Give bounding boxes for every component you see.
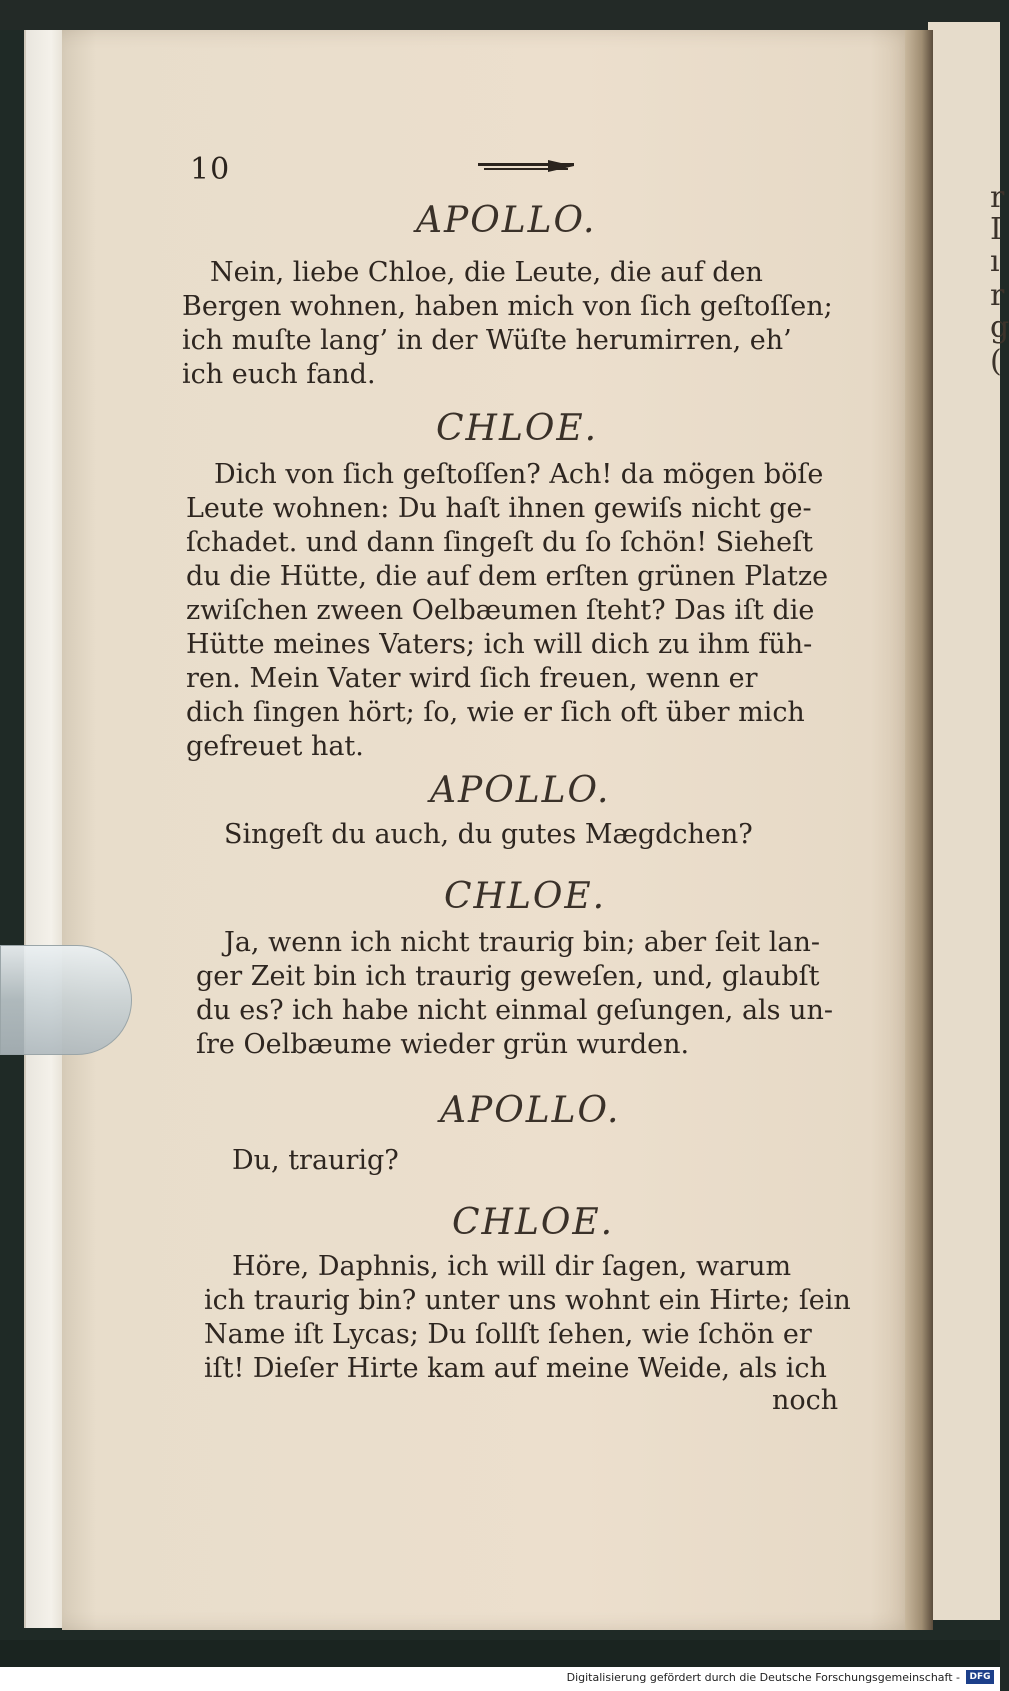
text-line: ger Zeit bin ich traurig geweſen, und, glaubſt (196, 961, 820, 992)
speaker-name: CHLOE. (444, 876, 607, 917)
dialogue-paragraph (204, 1250, 851, 1386)
text-line: Höre, Daphnis, ich will dir ſagen, warum (232, 1251, 792, 1282)
facing-page-fragment: g (990, 310, 1009, 345)
footer-credit: Digitalisierung gefördert durch die Deutsche Forschungsgemeinschaft - (566, 1671, 960, 1684)
speaker-name: APOLLO. (440, 1090, 621, 1131)
facing-page-fragment: ı (990, 244, 1000, 279)
text-line: du es? ich habe nicht einmal geſungen, als un- (196, 995, 834, 1026)
text-line: zwiſchen zween Oelbæumen ſteht? Das iſt die (186, 595, 815, 626)
text-line: ich euch fand. (182, 359, 376, 390)
page-number: 10 (190, 152, 231, 187)
dialogue-paragraph (182, 256, 833, 392)
dialogue-paragraph (204, 1144, 834, 1178)
facing-page-fragment: r (990, 278, 1005, 313)
text-line: ren. Mein Vater wird ſich freuen, wenn er (186, 663, 758, 694)
facing-page-fragment: r (990, 180, 1005, 215)
speaker-name: APOLLO. (430, 770, 611, 811)
text-line: ich traurig bin? unter uns wohnt ein Hirte; ſein (204, 1285, 851, 1316)
speaker-name: CHLOE. (452, 1202, 615, 1243)
text-line: ſre Oelbæume wieder grün wurden. (196, 1029, 690, 1060)
text-line: Singeſt du auch, du gutes Mægdchen? (224, 819, 753, 850)
text-line: Ja, wenn ich nicht traurig bin; aber ſeit lan- (224, 927, 821, 958)
page-clip (0, 945, 132, 1055)
dfg-logo-icon: DFG (966, 1670, 994, 1684)
text-line: ich muſte lang’ in der Wüſte herumirren, eh’ (182, 325, 792, 356)
text-line: Leute wohnen: Du haſt ihnen gewiſs nicht ge- (186, 493, 812, 524)
ornament-rule-icon (478, 160, 574, 174)
dialogue-paragraph (196, 926, 834, 1062)
text-line: iſt! Dieſer Hirte kam auf meine Weide, als ich (204, 1353, 827, 1384)
text-line: Bergen wohnen, haben mich von ſich geſtoſſen; (182, 291, 833, 322)
text-line: gefreuet hat. (186, 731, 364, 762)
text-line: Dich von ſich geſtoſſen? Ach! da mögen böſe (214, 459, 824, 490)
dialogue-paragraph (186, 458, 829, 764)
text-line: ſchadet. und dann ſingeſt du ſo ſchön! Sieheſt (186, 527, 813, 558)
scan-background-top (0, 0, 1000, 30)
text-line: dich ſingen hört; ſo, wie er ſich oft über mich (186, 697, 805, 728)
speaker-name: CHLOE. (436, 408, 599, 449)
speaker-name: APOLLO. (416, 200, 597, 241)
text-line: du die Hütte, die auf dem erſten grünen Platze (186, 561, 829, 592)
facing-page-fragment: ( (990, 344, 1002, 379)
text-line: Nein, liebe Chloe, die Leute, die auf den (210, 257, 763, 288)
gutter-shadow (905, 30, 933, 1630)
text-line: Hütte meines Vaters; ich will dich zu ihm füh- (186, 629, 813, 660)
facing-page-fragment: I (990, 212, 1002, 247)
text-line: Du, traurig? (232, 1145, 399, 1176)
text-line: Name iſt Lycas; Du ſollſt ſehen, wie ſchön er (204, 1319, 812, 1350)
scan-background-bottom (0, 1640, 1000, 1670)
catchword: noch (772, 1385, 839, 1416)
dialogue-paragraph (196, 818, 826, 852)
